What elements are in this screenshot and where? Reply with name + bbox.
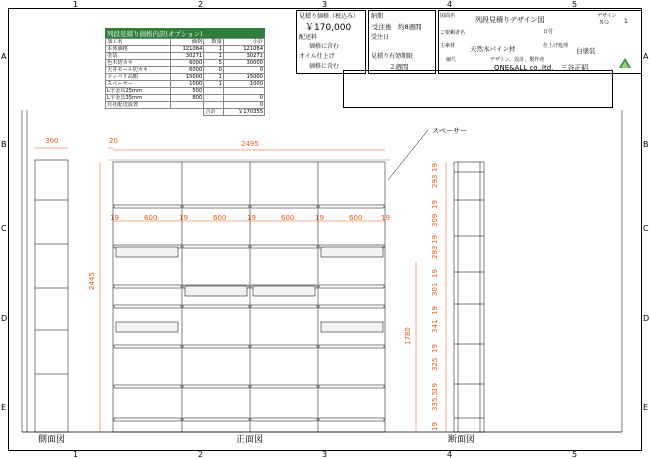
- bay-dim-label: 600: [349, 214, 363, 222]
- section-dim-label: 19: [431, 269, 439, 278]
- shelf-panel: [185, 286, 247, 296]
- no-label: ＮＯ: [599, 20, 610, 26]
- shelf-board: [183, 205, 249, 208]
- ruler-row-e: E: [1, 403, 7, 412]
- section-dim-label: 19: [431, 306, 439, 315]
- shelf-panel: [116, 322, 178, 332]
- shelf-board: [114, 345, 181, 348]
- section-dim-label: 19: [431, 344, 439, 353]
- shelf-board: [114, 285, 181, 288]
- table-cell: ツッパリ高額: [106, 74, 171, 81]
- shelf-panel: [116, 247, 178, 257]
- oil-label: オイル仕上げ: [299, 53, 335, 60]
- table-cell: 800: [170, 95, 203, 102]
- ruler-row-c: C: [1, 224, 7, 233]
- bay-dim-label: 19: [247, 214, 256, 222]
- shelf-board: [114, 385, 181, 388]
- bay-dim-label: 19: [315, 214, 324, 222]
- ruler-row-d2: D: [643, 314, 650, 323]
- table-cell: 塗装: [106, 53, 171, 60]
- ruler-col-5b: 5: [572, 450, 578, 459]
- dim-inner-height: 1780: [404, 327, 412, 345]
- ruler-col-3b: 3: [322, 450, 328, 459]
- shelf-panel: [321, 247, 383, 257]
- table-cell: 1: [204, 46, 224, 53]
- ruler-col-1b: 1: [73, 450, 79, 459]
- ruler-row-e2: E: [643, 403, 649, 412]
- dim-total-width: 2495: [241, 140, 259, 148]
- front-view-body: [113, 162, 385, 432]
- ruler-row-b: B: [1, 140, 7, 149]
- design-label: デザイン: [597, 13, 617, 19]
- table-cell: 価格: [170, 39, 203, 46]
- section-dim-label: 19: [431, 235, 439, 244]
- bay-dim-label: 19: [381, 214, 390, 222]
- table-cell: 本体価格: [106, 46, 171, 53]
- front-view-label: 正面図: [236, 435, 264, 445]
- table-cell: 0: [223, 95, 264, 102]
- dim-height: 2445: [88, 272, 96, 290]
- maker-label: デザイン、設計、製作者: [490, 57, 545, 63]
- shelf-board: [251, 305, 317, 308]
- table-cell: 1000: [170, 81, 203, 88]
- bay-dim-label: 19: [110, 214, 119, 222]
- shelf-board: [183, 418, 249, 421]
- section-dim-label: 293: [431, 245, 439, 259]
- shelf-board: [251, 205, 317, 208]
- shelf-board: [183, 245, 249, 248]
- ruler-col-5: 5: [572, 0, 578, 9]
- table-cell: 1: [204, 74, 224, 81]
- customer-label: ご依頼者名: [440, 30, 466, 36]
- ruler-col-3: 3: [322, 0, 328, 9]
- delivery-value: 受注後 約8週間: [372, 23, 422, 31]
- section-dim-label: 19: [431, 383, 439, 392]
- dim-gap: 20: [109, 137, 118, 145]
- bay-dim-label: 600: [213, 214, 227, 222]
- table-cell: 1: [204, 53, 224, 60]
- side-view-label: 側面図: [38, 435, 66, 445]
- shelf-board: [319, 345, 384, 348]
- scale-label: 縮尺: [446, 57, 457, 63]
- validity-value: ２週間: [389, 63, 409, 71]
- section-dim-label: 335.5: [431, 390, 439, 411]
- maker-value: ONE&ALL co,.ltd. 三谷正昭: [494, 64, 589, 72]
- shelf-board: [183, 305, 249, 308]
- table-cell: 5: [204, 60, 224, 67]
- dim-side-width: 300: [45, 137, 59, 145]
- shelf-panel: [253, 286, 315, 296]
- table-cell: 1000: [223, 81, 264, 88]
- drawing-name: 列段見積りデザイン図: [475, 16, 545, 24]
- price-label: 見積り価格（税込み）: [299, 13, 360, 20]
- shelf-board: [319, 285, 384, 288]
- table-cell: L字金具25mm: [106, 88, 171, 95]
- ruler-col-4b: 4: [447, 450, 453, 459]
- table-cell: 0: [204, 67, 224, 74]
- table-cell: 500: [170, 88, 203, 95]
- shelves-group: [114, 205, 384, 421]
- oil-value: 価格に含む: [309, 63, 340, 70]
- ruler-row-c2: C: [643, 224, 649, 233]
- shelf-board: [251, 345, 317, 348]
- shelf-board: [251, 245, 317, 248]
- table-cell: 30271: [170, 53, 203, 60]
- ruler-row-a: A: [1, 52, 7, 61]
- material-value: 天然木パイン材: [470, 45, 516, 53]
- shelf-board: [251, 418, 317, 421]
- shelf-board: [183, 345, 249, 348]
- total-value: ￥170355: [223, 109, 264, 116]
- section-dim-label: 341: [431, 319, 439, 333]
- table-cell: 小計: [223, 39, 264, 46]
- shelf-board: [319, 385, 384, 388]
- price-value: ￥170,000: [305, 23, 352, 33]
- shelf-board: [114, 305, 181, 308]
- section-dim-label: 19: [431, 163, 439, 172]
- ruler-row-b2: B: [643, 140, 649, 149]
- bay-dim-label: 19: [179, 214, 188, 222]
- bay-dim-label: 600: [144, 214, 158, 222]
- table-cell: 15000: [223, 74, 264, 81]
- table-cell: スペーサー: [106, 81, 171, 88]
- spacer-leader: [388, 130, 428, 180]
- table-cell: 数量: [204, 39, 224, 46]
- delivery-label: 納期: [371, 13, 384, 20]
- section-dim-label: 301: [431, 282, 439, 296]
- section-shelves-group: [454, 172, 484, 418]
- ruler-col-2b: 2: [198, 450, 204, 459]
- shelf-panel: [321, 322, 383, 332]
- table-cell: 121084: [223, 46, 264, 53]
- table-cell: 6000: [170, 67, 203, 74]
- shelf-board: [183, 385, 249, 388]
- table-cell: 6000: [170, 60, 203, 67]
- total-label: 合計: [204, 109, 224, 116]
- table-cell: 加工名: [106, 39, 171, 46]
- ruler-row-a2: A: [643, 52, 649, 61]
- table-cell: 30271: [223, 53, 264, 60]
- section-dim-label: 309: [431, 213, 439, 227]
- validity-label: 見積り有効期限: [371, 53, 414, 60]
- table-cell: 121084: [170, 46, 203, 53]
- table-cell: L字金具35mm: [106, 95, 171, 102]
- no-value: 1: [624, 18, 628, 25]
- ruler-col-4: 4: [447, 0, 453, 9]
- drawing-name-label: 図面名: [440, 13, 456, 19]
- order-date-label: 受注日: [371, 34, 390, 41]
- shelf-board: [114, 418, 181, 421]
- table-cell: 自社配送設置: [106, 102, 171, 109]
- finish-value: 白塗装: [576, 47, 596, 55]
- date-label: 日付: [543, 29, 554, 35]
- ruler-col-2: 2: [198, 0, 204, 9]
- side-view-body: [35, 160, 68, 432]
- shelf-board: [319, 418, 384, 421]
- shelf-board: [251, 385, 317, 388]
- section-view-label: 断面図: [448, 435, 476, 445]
- material-label: 主素材: [440, 43, 456, 49]
- section-dim-label: 19: [431, 422, 439, 431]
- section-dim-label: 325: [431, 357, 439, 371]
- table-cell: 30000: [223, 60, 264, 67]
- ship-label: 配送料: [299, 34, 318, 41]
- table-cell: 色木切カキ: [106, 60, 171, 67]
- ruler-col-1: 1: [73, 0, 79, 9]
- section-dim-label: 19: [431, 200, 439, 209]
- ruler-row-d: D: [1, 314, 8, 323]
- shelf-board: [319, 205, 384, 208]
- table-cell: 1: [204, 81, 224, 88]
- section-view-body: [454, 162, 484, 432]
- table-cell: 天井モール切カキ: [106, 67, 171, 74]
- section-dim-label: 293: [431, 174, 439, 188]
- table-cell: 15000: [170, 74, 203, 81]
- shelf-board: [319, 305, 384, 308]
- shelf-board: [114, 205, 181, 208]
- finish-label: 仕上げ処理: [543, 43, 569, 49]
- table-cell: 0: [223, 67, 264, 74]
- estimate-title: 列段見積り価格内訳(オプション): [105, 28, 265, 39]
- bay-dim-label: 600: [281, 214, 295, 222]
- spacer-label: スペーサー: [432, 127, 467, 135]
- ship-value: 価格に含む: [309, 43, 340, 50]
- table-cell: 0: [223, 102, 264, 109]
